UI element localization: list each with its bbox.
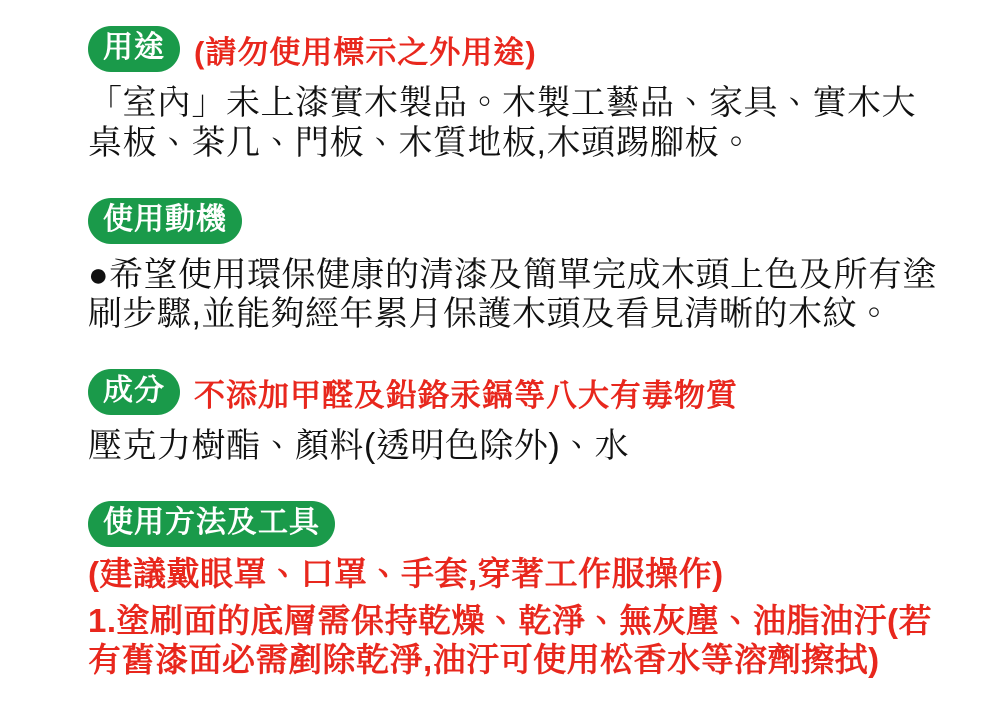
usage-badge-row (88, 26, 942, 72)
motivation-badge: 使用動機 (88, 198, 242, 244)
section-usage (88, 26, 942, 164)
instructions-badge-row (88, 501, 942, 547)
ingredients-safety-note: 不添加甲醛及鉛鉻汞鎘等八大有毒物質 (194, 377, 738, 413)
section-ingredients (88, 369, 942, 467)
ingredients-badge: 成分 (88, 369, 180, 415)
instructions-safety-line: (建議戴眼罩、口罩、手套,穿著工作服操作) (88, 554, 724, 592)
usage-warning-note: (請勿使用標示之外用途) (194, 34, 537, 70)
instructions-badge: 使用方法及工具 (88, 501, 335, 547)
section-instructions (88, 501, 942, 680)
ingredients-badge-row (88, 369, 942, 415)
ingredients-body-text: 壓克力樹酯、顏料(透明色除外)、水 (88, 427, 630, 466)
usage-badge: 用途 (88, 26, 180, 72)
section-motivation (88, 198, 942, 336)
instructions-step-1: 1.塗刷面的底層需保持乾燥、乾淨、無灰塵、油脂油汙(若有舊漆面必需剷除乾淨,油汙可使用松香水等溶劑擦拭) (88, 601, 933, 678)
usage-body-text: 「室內」未上漆實木製品。木製工藝品、家具、實木大桌板、茶几、門板、木質地板,木頭踢腳板。 (88, 84, 916, 162)
motivation-body-text: ●希望使用環保健康的清漆及簡單完成木頭上色及所有塗刷步驟,並能夠經年累月保護木頭及看見清晰的木紋。 (88, 255, 938, 334)
motivation-badge-row (88, 198, 942, 244)
